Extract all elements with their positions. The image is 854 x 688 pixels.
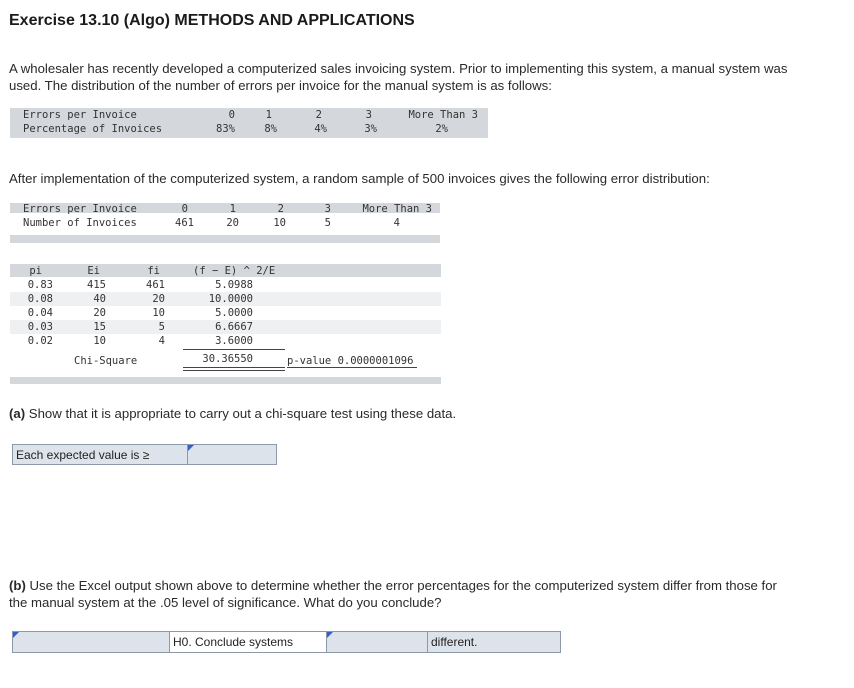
computerized-val-3: 5 xyxy=(324,217,331,229)
manual-val-1: 8% xyxy=(264,123,277,135)
part-b-label: (b) xyxy=(9,578,26,593)
computerized-val-4: 4 xyxy=(393,217,400,229)
part-b-question-line-1 xyxy=(9,577,777,594)
dropdown-marker-icon xyxy=(327,632,333,638)
excel-cell-pi: 0.83 xyxy=(27,279,53,291)
computerized-col-4: More Than 3 xyxy=(362,203,432,215)
manual-col-4: More Than 3 xyxy=(408,109,478,121)
computerized-col-1: 1 xyxy=(229,203,236,215)
expected-value-input[interactable] xyxy=(187,444,277,465)
part-a-label: (a) xyxy=(9,406,26,421)
p-value-underline xyxy=(287,367,417,368)
manual-val-4: 2% xyxy=(435,123,448,135)
excel-cell-chi-component: 10.0000 xyxy=(208,293,253,305)
chi-square-underline-1 xyxy=(183,367,285,368)
excel-cell-pi: 0.04 xyxy=(27,307,53,319)
excel-cell-ei: 40 xyxy=(93,293,106,305)
part-b-question-line-2: the manual system at the .05 level of significance. What do you conclude? xyxy=(9,595,442,610)
intro-line-1: A wholesaler has recently developed a computerized sales invoicing system. Prior to implementing this system, a manual system was xyxy=(9,61,788,76)
hypothesis-decision-dropdown[interactable] xyxy=(12,631,170,653)
expected-value-label-cell xyxy=(12,444,188,465)
computerized-val-1: 20 xyxy=(226,217,239,229)
manual-val-2: 4% xyxy=(314,123,327,135)
computerized-table-row2-label: Number of Invoices xyxy=(23,217,137,229)
intro-line-2: used. The distribution of the number of errors per invoice for the manual system is as follows: xyxy=(9,78,552,93)
excel-cell-pi: 0.03 xyxy=(27,321,53,333)
excel-header-chi-component: (f − E) ^ 2/E xyxy=(193,265,276,277)
manual-col-0: 0 xyxy=(228,109,235,121)
excel-cell-ei: 15 xyxy=(93,321,106,333)
page-title: Exercise 13.10 (Algo) METHODS AND APPLICATIONS xyxy=(9,12,415,29)
p-value-text: p-value 0.0000001096 xyxy=(287,355,414,367)
manual-val-3: 3% xyxy=(364,123,377,135)
excel-cell-pi: 0.02 xyxy=(27,335,53,347)
excel-cell-fi: 461 xyxy=(146,279,165,291)
computerized-col-2: 2 xyxy=(277,203,284,215)
excel-cell-ei: 10 xyxy=(93,335,106,347)
manual-table-row2-label: Percentage of Invoices xyxy=(23,123,163,135)
computerized-col-3: 3 xyxy=(324,203,331,215)
different-cell xyxy=(427,631,561,653)
part-a-text: Show that it is appropriate to carry out a chi-square test using these data. xyxy=(25,406,457,421)
excel-cell-chi-component: 5.0988 xyxy=(215,279,253,291)
manual-table-row1-label: Errors per Invoice xyxy=(23,109,137,121)
excel-cell-fi: 4 xyxy=(158,335,165,347)
chi-square-label: Chi-Square xyxy=(74,355,138,367)
excel-cell-chi-component: 5.0000 xyxy=(215,307,253,319)
conclude-systems-text: H0. Conclude systems xyxy=(173,635,294,649)
excel-cell-fi: 20 xyxy=(152,293,165,305)
excel-cell-ei: 20 xyxy=(93,307,106,319)
excel-header-fi: fi xyxy=(147,265,160,277)
manual-col-3: 3 xyxy=(365,109,372,121)
excel-header-pi: pi xyxy=(29,265,42,277)
different-text: different. xyxy=(431,635,478,649)
conclusion-dropdown[interactable] xyxy=(326,631,428,653)
excel-cell-pi: 0.08 xyxy=(27,293,53,305)
manual-col-1: 1 xyxy=(265,109,272,121)
dropdown-marker-icon xyxy=(13,632,19,638)
excel-cell-fi: 10 xyxy=(152,307,165,319)
computerized-val-0: 461 xyxy=(175,217,194,229)
chi-square-value: 30.36550 xyxy=(202,353,253,365)
excel-cell-fi: 5 xyxy=(158,321,165,333)
excel-cell-chi-component: 3.6000 xyxy=(215,335,253,347)
expected-value-label: Each expected value is ≥ xyxy=(16,448,150,462)
manual-val-0: 83% xyxy=(216,123,235,135)
conclude-systems-cell xyxy=(169,631,327,653)
computerized-val-2: 10 xyxy=(273,217,286,229)
after-implementation-text: After implementation of the computerized system, a random sample of 500 invoices gives the following error distribution: xyxy=(9,171,710,186)
sum-divider-line xyxy=(183,349,285,350)
manual-col-2: 2 xyxy=(315,109,322,121)
part-b-text-1: Use the Excel output shown above to determine whether the error percentages for the computerized system differ from those for xyxy=(25,578,777,593)
dropdown-marker-icon xyxy=(188,445,194,451)
excel-cell-chi-component: 6.6667 xyxy=(215,321,253,333)
excel-header-ei: Ei xyxy=(87,265,100,277)
part-a-question xyxy=(9,405,456,422)
chi-square-underline-2 xyxy=(183,370,285,371)
computerized-col-0: 0 xyxy=(181,203,188,215)
computerized-table-bottom-band xyxy=(10,235,440,243)
excel-bottom-band xyxy=(10,377,441,384)
computerized-table-row1-label: Errors per Invoice xyxy=(23,203,137,215)
excel-cell-ei: 415 xyxy=(87,279,106,291)
